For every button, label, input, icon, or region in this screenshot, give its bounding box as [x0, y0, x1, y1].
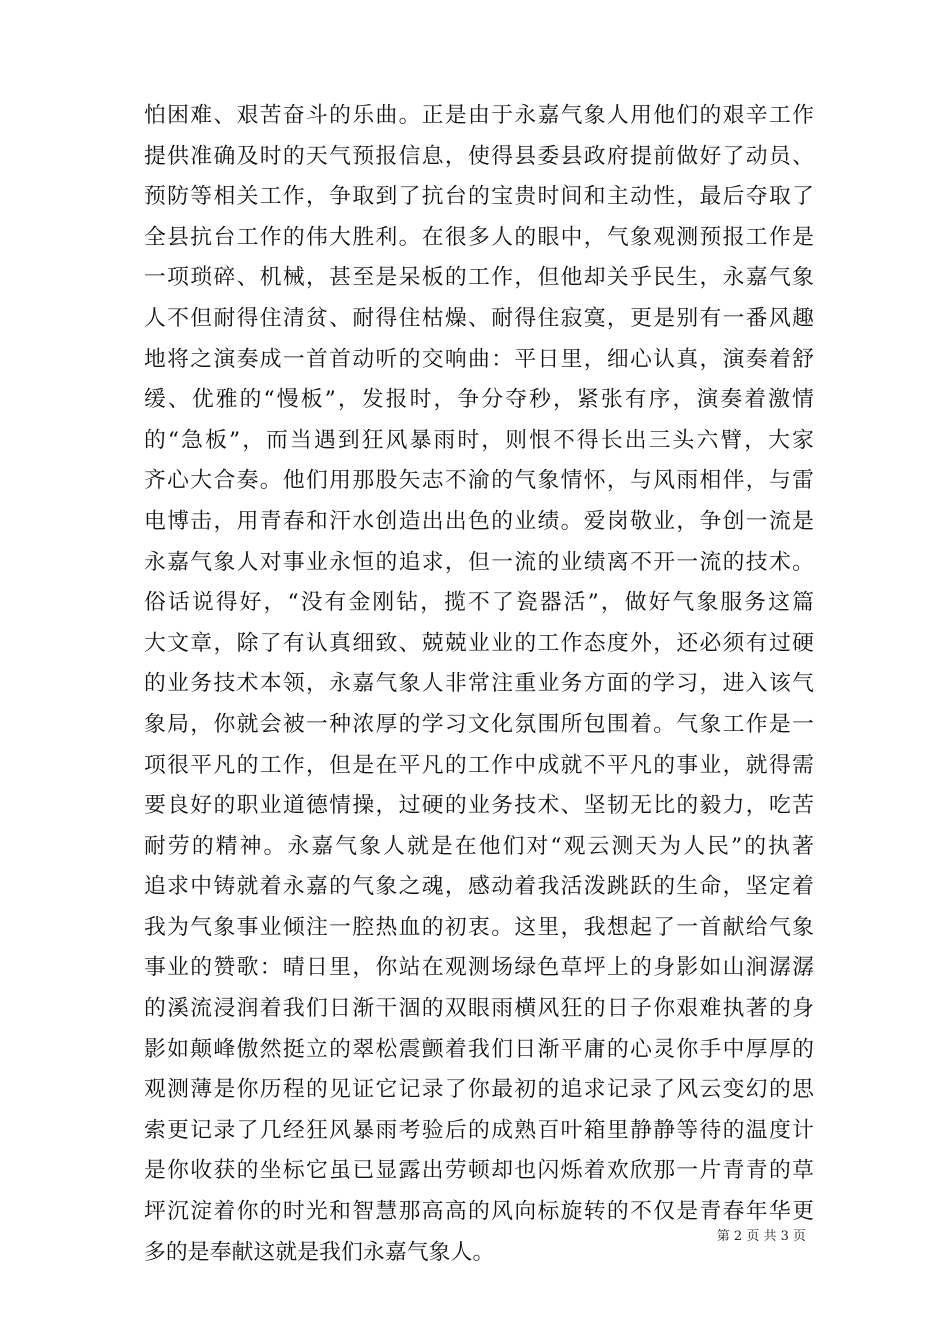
text-line: 的溪流浸润着我们日渐干涸的双眼雨横风狂的日子你艰难执著的身: [144, 996, 814, 1022]
text-line: 提供准确及时的天气预报信息，使得县委县政府提前做好了动员、: [144, 143, 814, 169]
text-line: 我为气象事业倾注一腔热血的初衷。这里，我想起了一首献给气象: [144, 914, 814, 940]
text-line: 预防等相关工作，争取到了抗台的宝贵时间和主动性，最后夺取了: [144, 184, 814, 210]
text-line: 大文章，除了有认真细致、兢兢业业的工作态度外，还必须有过硬: [144, 630, 814, 656]
text-line: 地将之演奏成一首首动听的交响曲：平日里，细心认真，演奏着舒: [144, 346, 814, 372]
text-line: 事业的赞歌：晴日里，你站在观测场绿色草坪上的身影如山涧潺潺: [144, 955, 814, 981]
text-line: 影如颠峰傲然挺立的翠松震颤着我们日渐平庸的心灵你手中厚厚的: [144, 1036, 814, 1062]
text-line: 坪沉淀着你的时光和智慧那高高的风向标旋转的不仅是青春年华更: [144, 1199, 814, 1225]
text-line: 永嘉气象人对事业永恒的追求，但一流的业绩离不开一流的技术。: [144, 549, 814, 575]
text-line: 索更记录了几经狂风暴雨考验后的成熟百叶箱里静静等待的温度计: [144, 1117, 814, 1143]
text-line: 俗话说得好，“没有金刚钻，揽不了瓷器活”，做好气象服务这篇: [144, 590, 814, 616]
text-line: 是你收获的坐标它虽已显露出劳顿却也闪烁着欢欣那一片青青的草: [144, 1158, 814, 1184]
text-line: 要良好的职业道德情操，过硬的业务技术、坚韧无比的毅力，吃苦: [144, 793, 814, 819]
text-line: 的业务技术本领，永嘉气象人非常注重业务方面的学习，进入该气: [144, 671, 814, 697]
text-line: 耐劳的精神。永嘉气象人就是在他们对“观云测天为人民”的执著: [144, 833, 814, 859]
text-line: 象局，你就会被一种浓厚的学习文化氛围所包围着。气象工作是一: [144, 711, 814, 737]
text-line: 观测薄是你历程的见证它记录了你最初的追求记录了风云变幻的思: [144, 1077, 814, 1103]
text-line: 全县抗台工作的伟大胜利。在很多人的眼中，气象观测预报工作是: [144, 224, 814, 250]
text-line: 人不但耐得住清贫、耐得住枯燥、耐得住寂寞，更是别有一番风趣: [144, 305, 814, 331]
text-line: 的“急板”，而当遇到狂风暴雨时，则恨不得长出三头六臂，大家: [144, 427, 814, 453]
text-line: 齐心大合奏。他们用那股矢志不渝的气象情怀，与风雨相伴，与雷: [144, 468, 814, 494]
body-text: [144, 96, 814, 1273]
text-line: 电博击，用青春和汗水创造出出色的业绩。爱岗敬业，争创一流是: [144, 508, 814, 534]
text-line: 缓、优雅的“慢板”，发报时，争分夺秒，紧张有序，演奏着激情: [144, 387, 814, 413]
text-line: 怕困难、艰苦奋斗的乐曲。正是由于永嘉气象人用他们的艰辛工作: [144, 103, 814, 128]
text-line-last: 多的是奉献这就是我们永嘉气象人。: [144, 1239, 495, 1265]
page-number: 第 2 页 共 3 页: [716, 1229, 806, 1244]
text-line: 一项琐碎、机械，甚至是呆板的工作，但他却关乎民生，永嘉气象: [144, 265, 814, 291]
text-line: 追求中铸就着永嘉的气象之魂，感动着我活泼跳跃的生命，坚定着: [144, 874, 814, 900]
text-line: 项很平凡的工作，但是在平凡的工作中成就不平凡的事业，就得需: [144, 752, 814, 778]
